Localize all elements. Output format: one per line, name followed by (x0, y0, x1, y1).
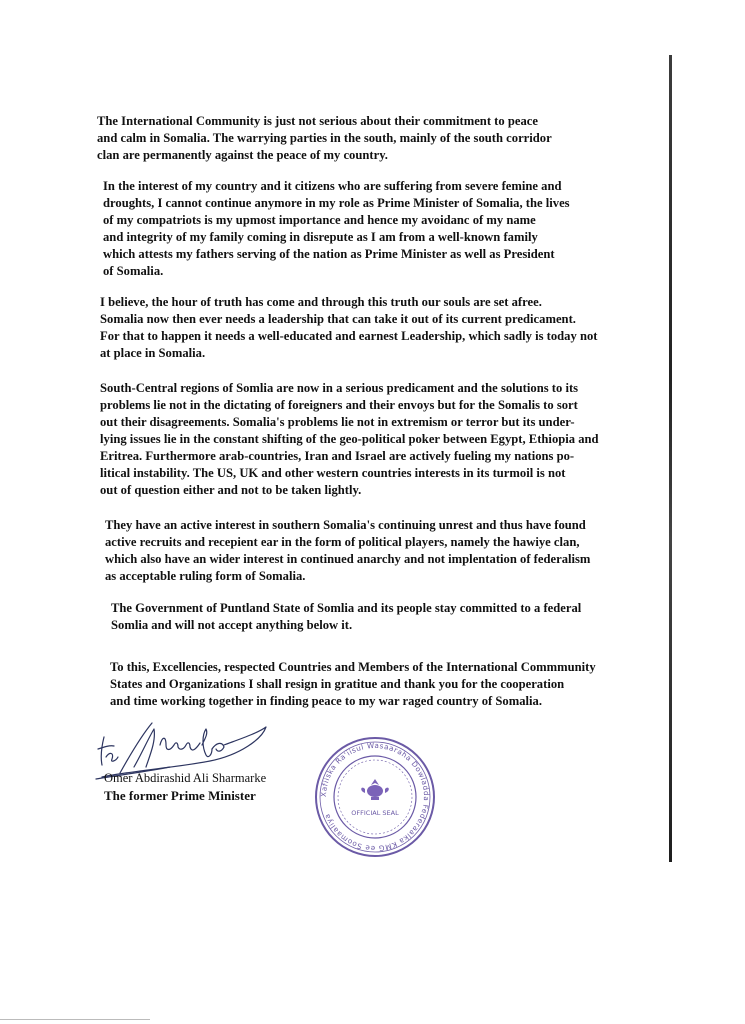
scan-edge-line (669, 55, 672, 862)
text-line: They have an active interest in southern Somalia's continuing unrest and thus have found (105, 518, 586, 532)
text-line: and calm in Somalia. The warrying parties in the south, mainly of the south corridor (97, 131, 552, 145)
text-line: South-Central regions of Somlia are now in a serious predicament and the solutions to its (100, 381, 579, 395)
text-line: The International Community is just not serious about their commitment to peace (97, 114, 538, 128)
text-line: clan are permanently against the peace of my country. (97, 148, 388, 162)
seal-outer-text: Xafiiska Ra'iisul Wasaaraha Dowladda Federaalka KMG ee Soomaaliya (318, 740, 432, 854)
text-line: and integrity of my family coming in disrepute as I am from a well-known family (103, 230, 538, 244)
text-line: For that to happen it needs a well-educated and earnest Leadership, which sadly is today not (100, 329, 598, 343)
text-line: active recruits and recepient ear in the form of political players, namely the hawiye clan, (105, 535, 580, 549)
text-line: droughts, I cannot continue anymore in my role as Prime Minister of Somalia, the lives (103, 196, 570, 210)
text-line: which also have an wider interest in continued anarchy and not implentation of federalism (105, 552, 591, 566)
text-line: out their disagreements. Somalia's problems lie not in extremism or terror but its under- (100, 415, 575, 429)
text-line: Eritrea. Furthermore arab-countries, Iran and Israel are actively fueling my nations po- (100, 449, 575, 463)
paragraph-puntland (111, 600, 581, 634)
scan-bottom-line (0, 1019, 150, 1020)
text-line: problems lie not in the dictating of foreigners and their envoys but for the Somalis to sort (100, 398, 578, 412)
text-line: Somalia now then ever needs a leadership that can take it out of its current predicament. (100, 312, 576, 326)
signer-title: The former Prime Minister (104, 788, 256, 803)
text-line: as acceptable ruling form of Somalia. (105, 569, 306, 583)
signer-name: Omer Abdirashid Ali Sharmarke (104, 771, 267, 785)
text-line: of my compatriots is my upmost importance and hence my avoidanc of my name (103, 213, 536, 227)
paragraph-south-central-regions (100, 380, 599, 499)
text-line: States and Organizations I shall resign in gratitue and thank you for the cooperation (110, 677, 565, 691)
text-line: and time working together in finding peace to my war raged country of Somalia. (110, 694, 542, 708)
text-line: at place in Somalia. (100, 346, 206, 360)
text-line: Somlia and will not accept anything below it. (111, 618, 353, 632)
text-line: out of question either and not to be taken lightly. (100, 483, 362, 497)
text-line: To this, Excellencies, respected Countries and Members of the International Commmunity (110, 660, 596, 674)
text-line: I believe, the hour of truth has come and through this truth our souls are set afree. (100, 295, 542, 309)
seal-center-text: OFFICIAL SEAL (351, 809, 399, 817)
text-line: which attests my fathers serving of the nation as Prime Minister as well as President (103, 247, 555, 261)
official-seal-stamp (313, 735, 437, 859)
paragraph-active-interest (105, 517, 590, 585)
text-line: The Government of Puntland State of Somlia and its people stay committed to a federal (111, 601, 582, 615)
text-line: In the interest of my country and it citizens who are suffering from severe femine and (103, 179, 562, 193)
paragraph-resignation-reason (103, 178, 570, 280)
text-line: lying issues lie in the constant shifting of the geo-political poker between Egypt, Ethiopia and (100, 432, 599, 446)
text-line: of Somalia. (103, 264, 164, 278)
paragraph-hour-of-truth (100, 294, 597, 362)
text-line: litical instability. The US, UK and other western countries interests in its turmoil is not (100, 466, 566, 480)
paragraph-international-community (97, 113, 552, 164)
paragraph-closing (110, 659, 596, 710)
